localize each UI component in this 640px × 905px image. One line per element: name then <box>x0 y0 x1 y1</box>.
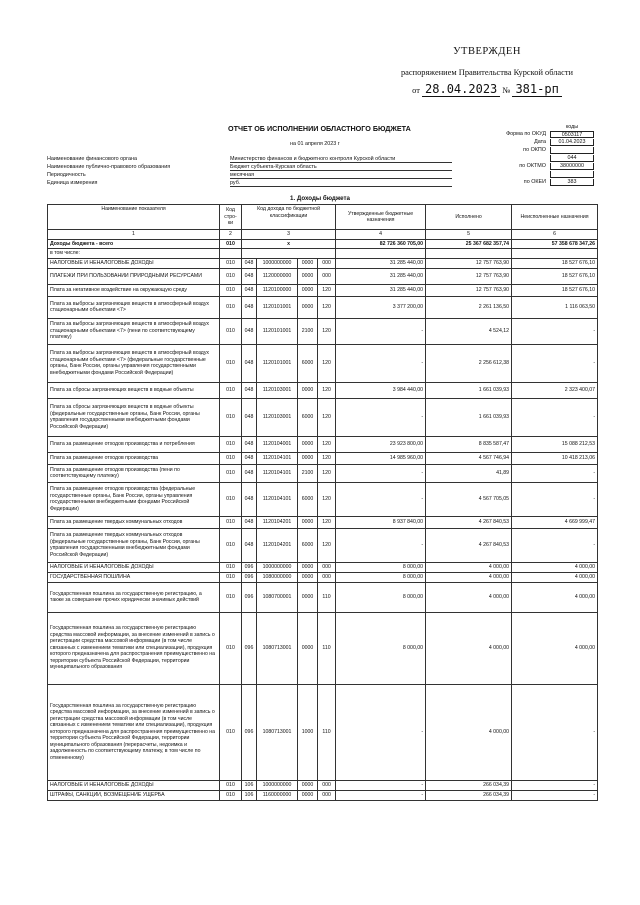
field-label: Периодичность <box>47 172 86 178</box>
row-line-code: 010 <box>220 258 242 268</box>
row-subtype-code: 6000 <box>298 528 318 562</box>
including-row <box>48 249 598 259</box>
row-unexecuted: - <box>512 684 598 780</box>
field-value: Бюджет субъекта-Курская область <box>230 164 452 171</box>
row-subtype-code: 0000 <box>298 582 318 612</box>
row-name: Плата за выбросы загрязняющих веществ в атмосферный воздух стационарными объектами <7> <box>48 296 220 318</box>
row-line-code: 010 <box>220 284 242 296</box>
row-subtype-code: 0000 <box>298 452 318 464</box>
row-executed: 12 757 763,90 <box>426 268 512 284</box>
row-line-code: 010 <box>220 268 242 284</box>
row-unexecuted: - <box>512 398 598 436</box>
table-row <box>48 464 598 482</box>
table-row <box>48 344 598 382</box>
table-row <box>48 528 598 562</box>
row-income-code: 1120101001 <box>257 344 298 382</box>
row-name: Плата за размещение твердых коммунальных отходов <box>48 516 220 528</box>
code-label: по ОКТМО <box>519 163 546 169</box>
row-admin-code: 106 <box>242 780 257 790</box>
row-admin-code: 048 <box>242 528 257 562</box>
table-row <box>48 268 598 284</box>
table-row <box>48 482 598 516</box>
table-row <box>48 452 598 464</box>
col-number: 5 <box>426 230 512 240</box>
row-kosgu-code: 000 <box>318 258 336 268</box>
table-row <box>48 612 598 684</box>
row-line-code: 010 <box>220 516 242 528</box>
row-line-code: 010 <box>220 398 242 436</box>
row-approved: - <box>336 482 426 516</box>
row-name: Плата за сбросы загрязняющих веществ в водные объекты <box>48 382 220 398</box>
row-name: Плата за выбросы загрязняющих веществ в атмосферный воздух стационарными объектами <7> (пени по соответствующему платежу) <box>48 318 220 344</box>
row-executed: 4 567 705,05 <box>426 482 512 516</box>
row-kosgu-code: 110 <box>318 612 336 684</box>
col-executed-header: Исполнено <box>426 205 512 230</box>
row-income-code: 1120103001 <box>257 382 298 398</box>
code-label: по ОКЕИ <box>523 179 546 185</box>
table-row <box>48 572 598 582</box>
row-name: НАЛОГОВЫЕ И НЕНАЛОГОВЫЕ ДОХОДЫ <box>48 780 220 790</box>
row-approved: - <box>336 318 426 344</box>
row-name: НАЛОГОВЫЕ И НЕНАЛОГОВЫЕ ДОХОДЫ <box>48 258 220 268</box>
row-executed: 266 034,39 <box>426 780 512 790</box>
table-row <box>48 436 598 452</box>
row-income-code: 1120104101 <box>257 464 298 482</box>
row-subtype-code: 6000 <box>298 344 318 382</box>
row-approved: 8 000,00 <box>336 562 426 572</box>
table-row <box>48 562 598 572</box>
col-number: 2 <box>220 230 242 240</box>
approval-order-text: распоряжением Правительства Курской области <box>400 68 574 77</box>
table-row <box>48 790 598 800</box>
row-line-code: 010 <box>220 318 242 344</box>
table-row <box>48 780 598 790</box>
row-unexecuted: - <box>512 528 598 562</box>
row-admin-code: 048 <box>242 268 257 284</box>
row-line-code: 010 <box>220 684 242 780</box>
row-income-code: 1000000000 <box>257 562 298 572</box>
row-income-code: 1000000000 <box>257 258 298 268</box>
row-admin-code: 048 <box>242 382 257 398</box>
row-name: Плата за размещение отходов производства <box>48 452 220 464</box>
row-subtype-code: 2100 <box>298 318 318 344</box>
row-income-code: 1120104201 <box>257 528 298 562</box>
row-subtype-code: 0000 <box>298 562 318 572</box>
row-income-code: 1120104101 <box>257 452 298 464</box>
field-value: месячная <box>230 172 452 179</box>
row-subtype-code: 6000 <box>298 398 318 436</box>
approval-title: УТВЕРЖДЕН <box>453 46 521 57</box>
row-name: НАЛОГОВЫЕ И НЕНАЛОГОВЫЕ ДОХОДЫ <box>48 562 220 572</box>
table-row <box>48 318 598 344</box>
row-subtype-code: 0000 <box>298 572 318 582</box>
row-unexecuted: 4 000,00 <box>512 612 598 684</box>
row-name: ШТРАФЫ, САНКЦИИ, ВОЗМЕЩЕНИЕ УЩЕРБА <box>48 790 220 800</box>
row-executed: 1 661 039,93 <box>426 398 512 436</box>
row-admin-code: 048 <box>242 318 257 344</box>
table-row <box>48 284 598 296</box>
row-line-code: 010 <box>220 344 242 382</box>
row-income-code: 1120104101 <box>257 482 298 516</box>
row-name: Плата за размещение отходов производства и потребления <box>48 436 220 452</box>
row-executed: 4 567 746,94 <box>426 452 512 464</box>
row-approved: 23 923 800,00 <box>336 436 426 452</box>
row-approved: 8 937 840,00 <box>336 516 426 528</box>
row-admin-code: 048 <box>242 464 257 482</box>
row-subtype-code: 0000 <box>298 436 318 452</box>
code-value: 383 <box>550 179 594 186</box>
row-unexecuted: - <box>512 482 598 516</box>
table-row <box>48 684 598 780</box>
approval-number-label: № <box>502 86 511 95</box>
row-approved: 31 285 440,00 <box>336 284 426 296</box>
table-header-row <box>48 205 598 230</box>
row-admin-code: 048 <box>242 398 257 436</box>
row-kosgu-code: 120 <box>318 452 336 464</box>
row-name: Государственная пошлина за государственную регистрацию средства массовой информации, за внесение изменений в запись о регистрации средства массовой информации (в том числе связанных с изменением тематики или специализации), продукция которого предназначена для распространения преимущественно на территории субъекта Российской Федерации, территории муниципального образования (перерасчеты, недоимка и задолженность по соответствующему платежу, в том числе по отмененному) <box>48 684 220 780</box>
row-approved: 31 285 440,00 <box>336 268 426 284</box>
report-title: ОТЧЕТ ОБ ИСПОЛНЕНИИ ОБЛАСТНОГО БЮДЖЕТА <box>228 124 411 133</box>
code-value: 38000000 <box>550 163 594 170</box>
table-row <box>48 296 598 318</box>
row-income-code: 1120101001 <box>257 318 298 344</box>
row-approved: - <box>336 464 426 482</box>
row-kosgu-code: 110 <box>318 684 336 780</box>
row-executed: 1 661 039,93 <box>426 382 512 398</box>
row-name: Плата за выбросы загрязняющих веществ в атмосферный воздух стационарными объектами <7> (федеральные государственные органы, Банк России, органы управления государственными внебюджетными фондами Российской Федерации) <box>48 344 220 382</box>
col-unexecuted-header: Неисполненные назначения <box>512 205 598 230</box>
row-kosgu-code: 120 <box>318 344 336 382</box>
row-income-code: 1080000000 <box>257 572 298 582</box>
row-kosgu-code: 120 <box>318 284 336 296</box>
field-label: Единица измерения <box>47 180 98 186</box>
row-subtype-code: 0000 <box>298 780 318 790</box>
field-label: Наименование публично-правового образования <box>47 164 171 170</box>
row-income-code: 1120101001 <box>257 296 298 318</box>
row-subtype-code: 0000 <box>298 258 318 268</box>
row-admin-code: 048 <box>242 344 257 382</box>
row-executed: 4 000,00 <box>426 572 512 582</box>
table-row <box>48 382 598 398</box>
row-kosgu-code: 120 <box>318 528 336 562</box>
row-approved: 8 000,00 <box>336 582 426 612</box>
row-executed: 4 267 840,53 <box>426 516 512 528</box>
row-executed: 12 757 763,90 <box>426 258 512 268</box>
row-subtype-code: 0000 <box>298 268 318 284</box>
row-unexecuted: 1 116 063,50 <box>512 296 598 318</box>
row-subtype-code: 0000 <box>298 790 318 800</box>
row-executed: 4 524,12 <box>426 318 512 344</box>
row-income-code: 1120103001 <box>257 398 298 436</box>
table-row <box>48 582 598 612</box>
row-line-code: 010 <box>220 482 242 516</box>
income-table <box>47 204 598 801</box>
row-unexecuted: 18 527 676,10 <box>512 284 598 296</box>
code-value <box>550 171 594 178</box>
row-subtype-code: 0000 <box>298 296 318 318</box>
row-executed: 41,89 <box>426 464 512 482</box>
row-kosgu-code: 120 <box>318 398 336 436</box>
row-approved: 8 000,00 <box>336 572 426 582</box>
row-unexecuted: - <box>512 464 598 482</box>
report-date: на 01 апреля 2023 г <box>290 141 340 147</box>
row-line-code: 010 <box>220 452 242 464</box>
row-approved: 8 000,00 <box>336 612 426 684</box>
row-executed: 4 000,00 <box>426 582 512 612</box>
row-name: Плата за размещение твердых коммунальных отходов (федеральные государственные органы, Банк России, органы управления государственными внебюджетными фондами Российской Федерации) <box>48 528 220 562</box>
row-admin-code: 106 <box>242 790 257 800</box>
row-unexecuted: - <box>512 344 598 382</box>
row-name: Плата за сбросы загрязняющих веществ в водные объекты (федеральные государственные органы, Банк России, органы управления государственными внебюджетными фондами Российской Федерации) <box>48 398 220 436</box>
row-line-code: 010 <box>220 562 242 572</box>
row-kosgu-code: 000 <box>318 780 336 790</box>
col-number: 6 <box>512 230 598 240</box>
row-name: Плата за размещение отходов производства (федеральные государственные органы, Банк России, органы управления государственными внебюджетными фондами Российской Федерации) <box>48 482 220 516</box>
row-approved: - <box>336 398 426 436</box>
row-subtype-code: 6000 <box>298 482 318 516</box>
code-value <box>550 147 594 154</box>
approval-from-label: от <box>412 86 420 95</box>
row-kosgu-code: 120 <box>318 482 336 516</box>
row-line-code: 010 <box>220 582 242 612</box>
row-admin-code: 096 <box>242 582 257 612</box>
row-line-code: 010 <box>220 528 242 562</box>
including-label: в том числе: <box>48 249 220 259</box>
row-name: Государственная пошлина за государственную регистрацию средства массовой информации, за внесение изменений в запись о регистрации средства массовой информации (в том числе связанных с изменением тематики или специализации), продукция которого предназначена для распространения преимущественно на территории субъекта Российской Федерации, территории муниципального образования <box>48 612 220 684</box>
row-kosgu-code: 000 <box>318 268 336 284</box>
row-income-code: 1120100000 <box>257 284 298 296</box>
col-line-header: Код стро-ки <box>220 205 242 230</box>
row-name: Плата за негативное воздействие на окружающую среду <box>48 284 220 296</box>
row-unexecuted: 18 527 676,10 <box>512 258 598 268</box>
codes-header: коды <box>565 124 579 130</box>
row-admin-code: 096 <box>242 612 257 684</box>
row-income-code: 1160000000 <box>257 790 298 800</box>
row-approved: - <box>336 684 426 780</box>
row-line-code: 010 <box>220 780 242 790</box>
row-kosgu-code: 000 <box>318 562 336 572</box>
row-name: Государственная пошлина за государственную регистрацию, а также за совершение прочих юридически значимых действий <box>48 582 220 612</box>
row-name: Плата за размещение отходов производства (пени по соответствующему платежу) <box>48 464 220 482</box>
row-line-code: 010 <box>220 790 242 800</box>
row-unexecuted: 10 418 213,06 <box>512 452 598 464</box>
row-approved: - <box>336 344 426 382</box>
approval-block <box>382 46 592 96</box>
col-class-header: Код дохода по бюджетной классификации <box>242 205 336 230</box>
row-subtype-code: 0000 <box>298 382 318 398</box>
total-approved: 82 726 360 705,00 <box>336 239 426 249</box>
row-executed: 2 261 136,50 <box>426 296 512 318</box>
field-value: Министерство финансов и бюджетного контроля Курской области <box>230 156 452 163</box>
row-unexecuted: 15 088 212,53 <box>512 436 598 452</box>
total-name: Доходы бюджета - всего <box>48 239 220 249</box>
row-admin-code: 048 <box>242 452 257 464</box>
approval-date-line <box>382 82 592 96</box>
total-line: 010 <box>220 239 242 249</box>
row-name: ГОСУДАРСТВЕННАЯ ПОШЛИНА <box>48 572 220 582</box>
row-admin-code: 096 <box>242 562 257 572</box>
row-kosgu-code: 120 <box>318 436 336 452</box>
row-income-code: 1080700001 <box>257 582 298 612</box>
row-subtype-code: 1000 <box>298 684 318 780</box>
table-row <box>48 258 598 268</box>
row-line-code: 010 <box>220 612 242 684</box>
row-executed: 4 267 840,53 <box>426 528 512 562</box>
row-unexecuted: - <box>512 780 598 790</box>
row-kosgu-code: 000 <box>318 790 336 800</box>
row-unexecuted: 4 000,00 <box>512 562 598 572</box>
row-income-code: 1120104201 <box>257 516 298 528</box>
field-value: руб. <box>230 180 452 187</box>
row-name: ПЛАТЕЖИ ПРИ ПОЛЬЗОВАНИИ ПРИРОДНЫМИ РЕСУРСАМИ <box>48 268 220 284</box>
row-executed: 266 034,39 <box>426 790 512 800</box>
row-executed: 8 835 587,47 <box>426 436 512 452</box>
total-code: x <box>242 239 336 249</box>
row-subtype-code: 0000 <box>298 516 318 528</box>
row-admin-code: 048 <box>242 516 257 528</box>
row-kosgu-code: 120 <box>318 464 336 482</box>
col-number: 1 <box>48 230 220 240</box>
row-admin-code: 096 <box>242 572 257 582</box>
row-income-code: 1000000000 <box>257 780 298 790</box>
row-executed: 4 000,00 <box>426 684 512 780</box>
code-value: 0503117 <box>550 131 594 138</box>
row-unexecuted: 4 000,00 <box>512 582 598 612</box>
table-row <box>48 398 598 436</box>
row-line-code: 010 <box>220 464 242 482</box>
row-kosgu-code: 000 <box>318 572 336 582</box>
row-executed: 12 757 763,90 <box>426 284 512 296</box>
code-label: Дата <box>534 139 546 145</box>
row-admin-code: 096 <box>242 684 257 780</box>
total-unexecuted: 57 358 678 347,26 <box>512 239 598 249</box>
row-subtype-code: 2100 <box>298 464 318 482</box>
row-kosgu-code: 110 <box>318 582 336 612</box>
code-value: 044 <box>550 155 594 162</box>
row-approved: 31 285 440,00 <box>336 258 426 268</box>
column-number-row <box>48 230 598 240</box>
row-line-code: 010 <box>220 572 242 582</box>
row-line-code: 010 <box>220 296 242 318</box>
col-number: 4 <box>336 230 426 240</box>
row-line-code: 010 <box>220 382 242 398</box>
approval-number: 381-рп <box>512 82 561 97</box>
row-admin-code: 048 <box>242 284 257 296</box>
row-approved: 3 377 200,00 <box>336 296 426 318</box>
total-row <box>48 239 598 249</box>
row-kosgu-code: 120 <box>318 516 336 528</box>
row-executed: 4 000,00 <box>426 562 512 572</box>
table-row <box>48 516 598 528</box>
row-kosgu-code: 120 <box>318 382 336 398</box>
code-value: 01.04.2023 <box>550 139 594 146</box>
col-name-header: Наименование показателя <box>48 205 220 230</box>
row-unexecuted: 2 323 400,07 <box>512 382 598 398</box>
row-admin-code: 048 <box>242 296 257 318</box>
row-line-code: 010 <box>220 436 242 452</box>
row-subtype-code: 0000 <box>298 284 318 296</box>
row-income-code: 1080713001 <box>257 684 298 780</box>
row-unexecuted: 4 000,00 <box>512 572 598 582</box>
row-admin-code: 048 <box>242 482 257 516</box>
row-approved: - <box>336 528 426 562</box>
row-admin-code: 048 <box>242 258 257 268</box>
row-executed: 2 256 612,38 <box>426 344 512 382</box>
field-label: Наименование финансового органа <box>47 156 137 162</box>
col-approved-header: Утвержденные бюджетные назначения <box>336 205 426 230</box>
row-income-code: 1120000000 <box>257 268 298 284</box>
row-approved: - <box>336 780 426 790</box>
row-subtype-code: 0000 <box>298 612 318 684</box>
row-unexecuted: 18 527 676,10 <box>512 268 598 284</box>
row-income-code: 1080713001 <box>257 612 298 684</box>
section-title: 1. Доходы бюджета <box>290 195 350 202</box>
code-label: по ОКПО <box>523 147 546 153</box>
total-executed: 25 367 682 357,74 <box>426 239 512 249</box>
row-approved: - <box>336 790 426 800</box>
approval-date: 28.04.2023 <box>422 82 500 97</box>
row-kosgu-code: 120 <box>318 296 336 318</box>
row-unexecuted: - <box>512 318 598 344</box>
row-approved: 3 984 440,00 <box>336 382 426 398</box>
row-unexecuted: 4 669 999,47 <box>512 516 598 528</box>
row-kosgu-code: 120 <box>318 318 336 344</box>
row-approved: 14 985 960,00 <box>336 452 426 464</box>
row-executed: 4 000,00 <box>426 612 512 684</box>
row-income-code: 1120104001 <box>257 436 298 452</box>
row-admin-code: 048 <box>242 436 257 452</box>
code-label: Форма по ОКУД <box>506 131 546 137</box>
row-unexecuted: - <box>512 790 598 800</box>
col-number: 3 <box>242 230 336 240</box>
